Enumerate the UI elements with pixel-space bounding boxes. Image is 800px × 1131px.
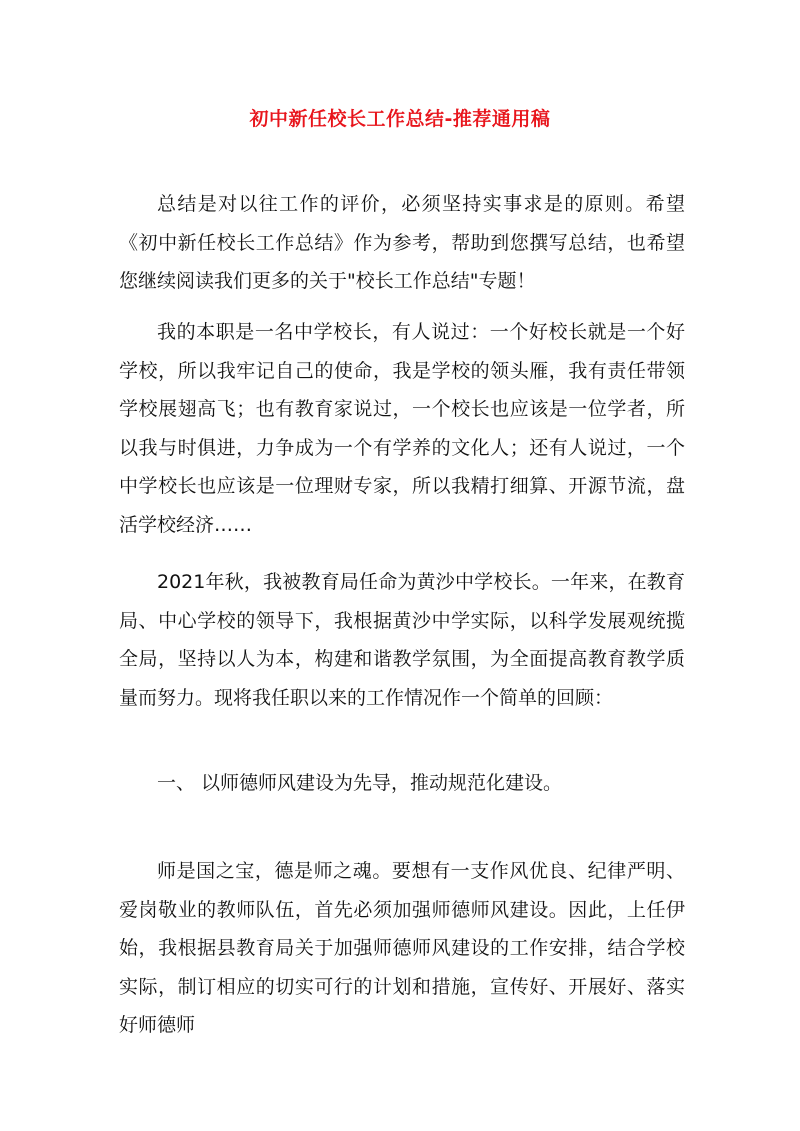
- document-title: 初中新任校长工作总结-推荐通用稿: [249, 108, 551, 130]
- section-heading-text: 以师德师风建设为先导，推动规范化建设。: [201, 772, 563, 794]
- body-paragraph-ethics: 师是国之宝，德是师之魂。要想有一支作风优良、纪律严明、爱岗敬业的教师队伍，首先必须加强师德师风建设。因此，上任伊始，我根据县教育局关于加强师德师风建设的工作安排，结合学校实际，制订相应的切实可行的计划和措施，宣传好、开展好、落实好师德师: [119, 860, 685, 1036]
- section-number: 一、: [157, 772, 196, 794]
- body-paragraph-appointment: 2021年秋，我被教育局任命为黄沙中学校长。一年来，在教育局、中心学校的领导下，我根据黄沙中学实际，以科学发展观统揽全局，坚持以人为本，构建和谐教学氛围，为全面提高教育教学质量而努力。现将我任职以来的工作情况作一个简单的回顾：: [119, 571, 685, 709]
- section-heading: [157, 764, 562, 803]
- body-paragraph-role: 我的本职是一名中学校长，有人说过：一个好校长就是一个好学校，所以我牢记自己的使命，我是学校的领头雁，我有责任带领学校展翅高飞；也有教育家说过，一个校长也应该是一位学者，所以我与时俱进，力争成为一个有学养的文化人；还有人说过，一个中学校长也应该是一位理财专家，所以我精打细算、开源节流，盘活学校经济……: [119, 321, 685, 536]
- intro-paragraph: 总结是对以往工作的评价，必须坚持实事求是的原则。希望《初中新任校长工作总结》作为参考，帮助到您撰写总结，也希望您继续阅读我们更多的关于"校长工作总结"专题！: [119, 193, 685, 292]
